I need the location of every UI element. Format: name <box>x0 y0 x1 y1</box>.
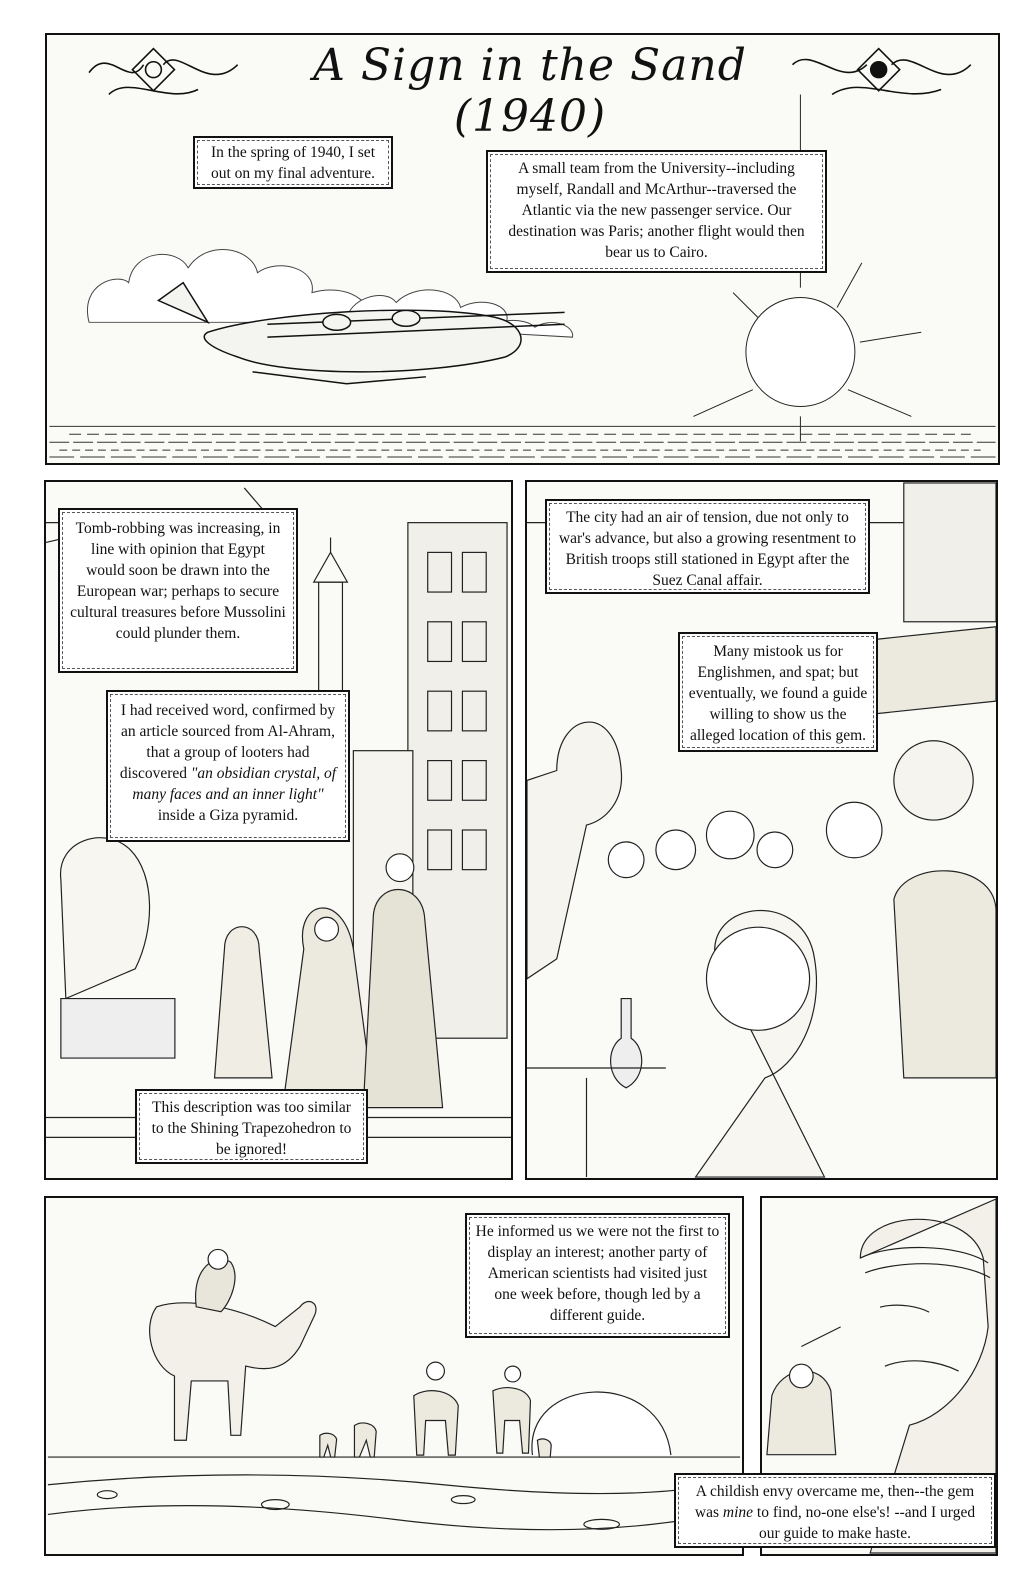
caption-american-party <box>465 1213 730 1338</box>
caption-al-ahram-report <box>106 690 350 842</box>
sea <box>49 426 995 457</box>
caption-shining-trapezohedron <box>135 1089 368 1164</box>
caption-text: Many mistook us for Englishmen, and spat; but eventually, we found a guide willing to show us the alleged location of this gem. <box>688 643 868 744</box>
caption-text-post: inside a Giza pyramid. <box>157 807 299 824</box>
caption-text-pre: I had received word, confirmed by an article sourced from Al-Ahram, that a group of looters had discovered <box>119 702 336 782</box>
caption-atlantic-crossing <box>486 150 827 273</box>
caption-childish-envy <box>674 1473 996 1548</box>
caption-text: This description was too similar to the Shining Trapezohedron to be ignored! <box>151 1099 352 1158</box>
caption-text: In the spring of 1940, I set out on my final adventure. <box>210 144 375 182</box>
page-title: A Sign in the Sand (1940) <box>313 40 747 142</box>
caption-text: A small team from the University--including myself, Randall and McArthur--traversed the Atlantic via the new passenger service. Our destination was Paris; another flight would then bear us to Cairo. <box>508 160 805 261</box>
caption-quote: "an obsidian crystal, of many faces and an inner light" <box>132 765 337 803</box>
caption-text-post: to find, no-one else's! --and I urged our guide to make haste. <box>756 1504 976 1542</box>
caption-tomb-robbing <box>58 508 298 673</box>
ornament-left <box>89 49 238 95</box>
caption-text: He informed us we were not the first to display an interest; another party of American scientists had visited just one week before, though led by a different guide. <box>475 1223 720 1324</box>
caption-text: The city had an air of tension, due not only to war's advance, but also a growing resentment to British troops still stationed in Egypt after the Suez Canal affair. <box>558 509 857 589</box>
caption-text-pre: A childish envy overcame me, then--the gem was <box>694 1483 975 1521</box>
caption-text: Tomb-robbing was increasing, in line with opinion that Egypt would soon be drawn into the European war; perhaps to secure cultural treasures before Mussolini could plunder them. <box>70 520 286 642</box>
caption-spring-1940 <box>193 136 393 189</box>
caption-city-tension <box>545 499 870 594</box>
caption-emphasis: mine <box>722 1504 754 1521</box>
caption-found-guide <box>678 632 878 752</box>
ornament-right <box>792 49 970 95</box>
